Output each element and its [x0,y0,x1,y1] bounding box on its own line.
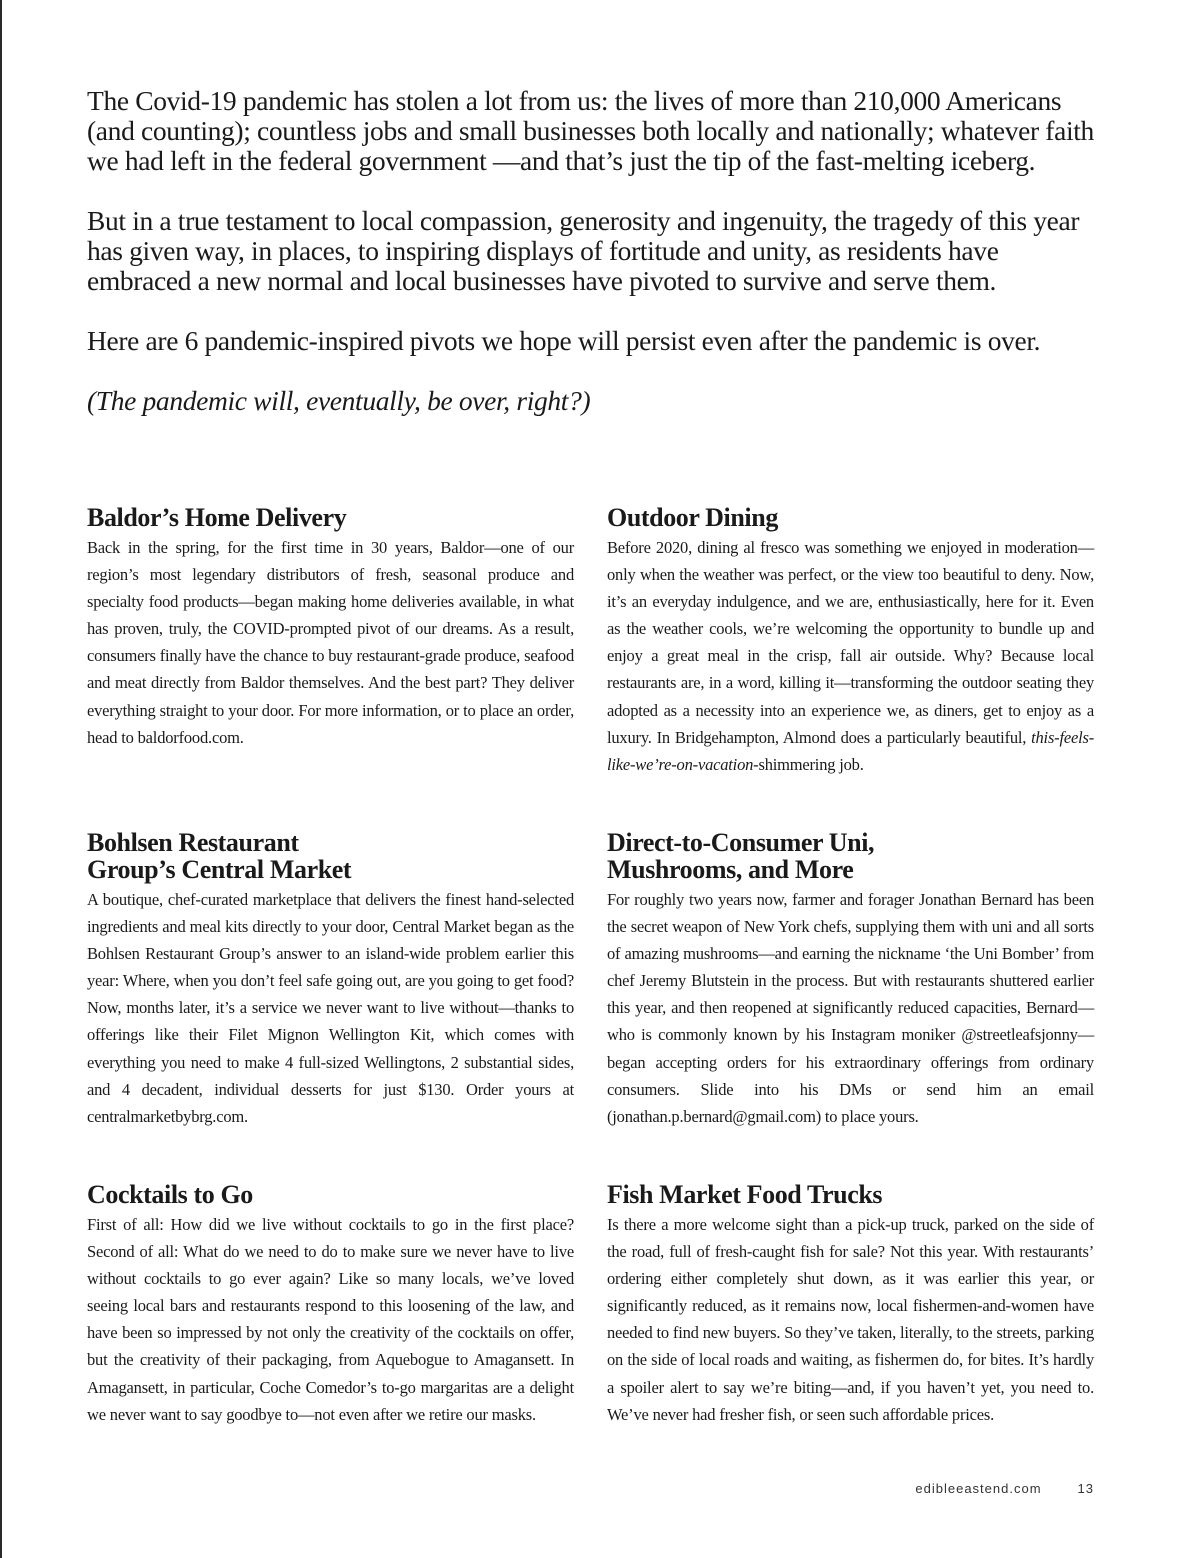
page-number: 13 [1077,1481,1094,1496]
section-title-line: Mushrooms, and More [607,855,854,884]
intro-paragraph: But in a true testament to local compassion, generosity and ingenuity, the tragedy of this year has given way, in places, to inspiring displays of fortitude and unity, as residents have embraced a new normal and local businesses have pivoted to survive and serve them. [87,205,1080,296]
section-body-text-end: -shimmering job. [753,754,864,774]
section-body: For roughly two years now, farmer and forager Jonathan Bernard has been the secret weapon of New York chefs, supplying them with uni and all sorts of amazing mushrooms—and earning the nickname ‘the Uni Bomber’ from chef Jeremy Blutstein in the process. But with restaurants shuttered earlier this year, and then reopened at significantly reduced capacities, Bernard—who is commonly known by his Instagram moniker @streetleafsjonny—began accepting orders for his extraordinary offerings from ordinary consumers. Slide into his DMs or send him an email (jonathan.p.bernard@gmail.com) to place yours. [607,890,1094,1126]
section-title: Fish Market Food Trucks [607,1180,883,1209]
section-title [87,829,574,883]
section-outdoor-dining [607,504,1094,778]
section-fish-market-food-trucks [607,1181,1094,1428]
intro-aside: (The pandemic will, eventually, be over, right?) [87,385,591,416]
section-body: First of all: How did we live without cocktails to go in the first place? Second of all: What do we need to do to make sure we never have to live without cocktails to go ever again? Like so many locals, we’ve loved seeing local bars and restaurants respond to this loosening of the law, and have been so impressed by not only the creativity of the cocktails on offer, but the creativity of their packaging, from Aquebogue to Amagansett. In Amagansett, in particular, Coche Comedor’s to-go margaritas are a delight we never want to say goodbye to—not even after we retire our masks. [87,1215,574,1424]
section-body: Back in the spring, for the first time in 30 years, Baldor—one of our region’s most legendary distributors of fresh, seasonal produce and specialty food products—began making home deliveries available, in what has proven, truly, the COVID-prompted pivot of our dreams. As a result, consumers finally have the chance to buy restaurant-grade produce, seafood and meat directly from Baldor themselves. And the best part? They deliver everything straight to your door. For more information, or to place an order, head to baldorfood.com. [87,538,574,747]
section-title: Outdoor Dining [607,503,778,532]
section-body: A boutique, chef-curated marketplace that delivers the finest hand-selected ingredients and meal kits directly to your door, Central Market began as the Bohlsen Restaurant Group’s answer to an island-wide problem earlier this year: Where, when you don’t feel safe going out, are you going to get food? Now, months later, it’s a service we never want to live without—thanks to offerings like their Filet Mignon Wellington Kit, which comes with everything you need to make 4 full-sized Wellingtons, 2 substantial sides, and 4 decadent, individual desserts for just $130. Order yours at centralmarketbybrg.com. [87,890,574,1126]
section-baldors-home-delivery [87,504,574,751]
section-title-line: Bohlsen Restaurant [87,828,299,857]
section-central-market [87,829,574,1130]
section-body: Is there a more welcome sight than a pick-up truck, parked on the side of the road, full of fresh-caught fish for sale? Not this year. With restaurants’ ordering either completely shut down, as it was earlier this year, or significantly reduced, as it remains now, local fishermen-and-women have needed to find new buyers. So they’ve taken, literally, to the streets, parking on the side of local roads and waiting, as fishermen do, for bites. It’s hardly a spoiler alert to say we’re biting—and, if you haven’t yet, you need to. We’ve never had fresher fish, or seen such affordable prices. [607,1215,1094,1424]
section-body-italic: this-feels-like-we’re-on-vacation [607,727,1094,774]
section-title: Cocktails to Go [87,1180,253,1209]
section-title [607,829,1094,883]
page-edge-rule [0,0,2,1558]
page-footer [915,1481,1094,1496]
section-body-text: Before 2020, dining al fresco was something we enjoyed in moderation—only when the weather was perfect, or the view too beautiful to deny. Now, it’s an everyday indulgence, and we are, enthusiastically, here for it. Even as the weather cools, we’re welcoming the opportunity to bundle up and enjoy a great meal in the crisp, fall air outside. Why? Because local restaurants are, in a word, killing it—transforming the outdoor seating they adopted as a necessity into an experience we, as diners, get to enjoy as a luxury. In Bridgehampton, Almond does a particularly beautiful, [607,538,1094,747]
intro-paragraph: Here are 6 pandemic-inspired pivots we hope will persist even after the pandemic is over. [87,325,1041,356]
section-body [607,534,1094,778]
section-title-line: Direct-to-Consumer Uni, [607,828,875,857]
section-cocktails-to-go [87,1181,574,1428]
section-title-line: Group’s Central Market [87,855,352,884]
section-title: Baldor’s Home Delivery [87,503,347,532]
section-direct-to-consumer [607,829,1094,1130]
footer-website: edibleeastend.com [915,1481,1042,1496]
intro-text [87,86,1097,416]
intro-paragraph: The Covid-19 pandemic has stolen a lot from us: the lives of more than 210,000 Americans (and counting); countless jobs and small businesses both locally and nationally; whatever faith we had left in the federal government —and that’s just the tip of the fast-melting iceberg. [87,85,1094,176]
